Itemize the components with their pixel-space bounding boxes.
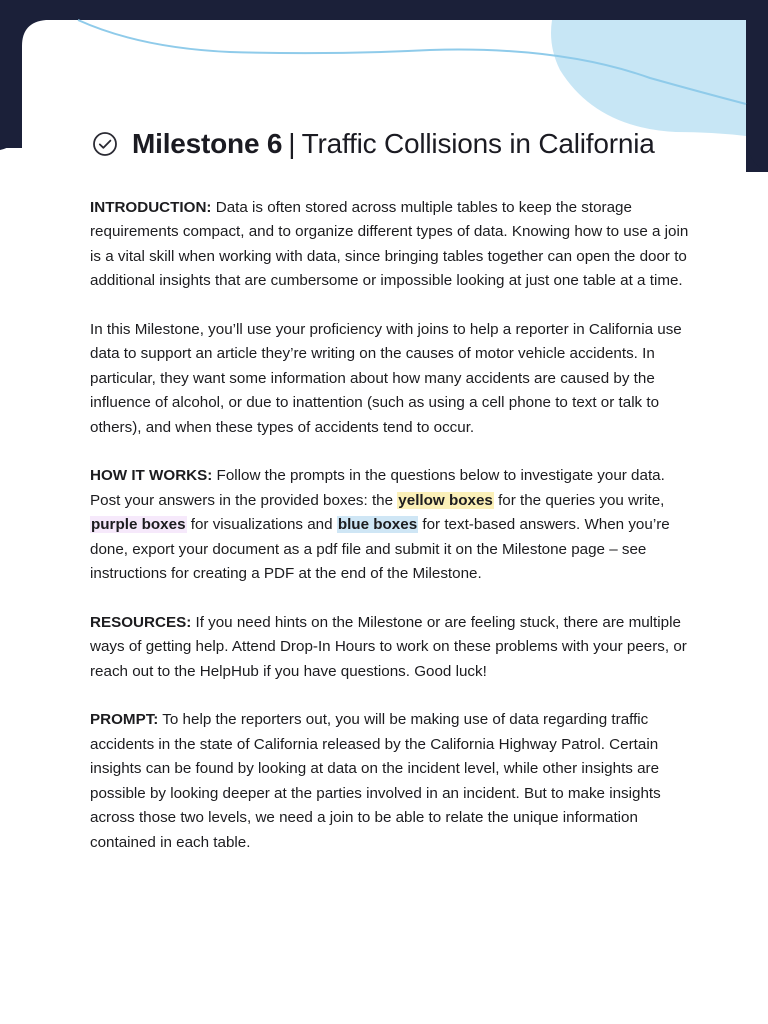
resources-label: RESOURCES: xyxy=(90,613,192,631)
prompt-text: To help the reporters out, you will be making use of data regarding traffic accidents in the state of California released by the California Highway Patrol. Certain insights can be found by looking at data on the incident level, while other insights are possible by looking deeper at the parties involved in an incident. But to make insights across those two levels, we need a join to be able to relate the unique information contained in each table. xyxy=(90,711,661,851)
intro-paragraph xyxy=(90,196,690,294)
prompt-paragraph xyxy=(90,708,690,854)
yellow-boxes-highlight: yellow boxes xyxy=(398,491,493,509)
how-it-works-text-4: for text-based answers. When you’re done, export your document as a pdf file and submit it on the Milestone page – see instructions for creating a PDF at the end of the Milestone. xyxy=(90,516,670,583)
how-it-works-paragraph xyxy=(90,464,690,586)
intro-label: INTRODUCTION: xyxy=(90,199,212,216)
page-title xyxy=(92,128,655,160)
title-text: Traffic Collisions in California xyxy=(301,128,655,159)
how-it-works-text-3: for visualizations and xyxy=(186,516,337,534)
document-body xyxy=(90,196,690,879)
milestone-label: Milestone 6 xyxy=(132,128,283,159)
how-it-works-label: HOW IT WORKS: xyxy=(90,467,213,485)
title-separator: | xyxy=(288,128,296,159)
prompt-label: PROMPT: xyxy=(90,711,159,729)
check-circle-icon xyxy=(92,131,118,157)
how-it-works-text-1: Follow the prompts in the questions below to investigate your data. Post your answers in the provided boxes: the xyxy=(90,467,665,509)
milestone-text: In this Milestone, you’ll use your proficiency with joins to help a reporter in California use data to support an article they’re writing on the causes of motor vehicle accidents. In particular, they want some information about how many accidents are caused by the influence of alcohol, or due to inattention (such as using a cell phone to text or talk to others), and when these types of accidents tend to occur. xyxy=(90,321,682,436)
how-it-works-text-2: for the queries you write, xyxy=(493,491,665,509)
purple-boxes-highlight: purple boxes xyxy=(91,516,186,534)
blue-boxes-highlight: blue boxes xyxy=(337,516,418,534)
resources-paragraph xyxy=(90,611,690,684)
milestone-paragraph xyxy=(90,318,690,440)
intro-text: Data is often stored across multiple tables to keep the storage requirements compact, and to organize different types of data. Knowing how to use a join is a vital skill when working with data, since bringing tables together can open the door to additional insights that are cumbersome or impossible looking at just one table at a time. xyxy=(90,199,689,290)
resources-text: If you need hints on the Milestone or are feeling stuck, there are multiple ways of getting help. Attend Drop-In Hours to work on these problems with your peers, or reach out to the HelpHub if you have questions. Good luck! xyxy=(90,613,687,680)
